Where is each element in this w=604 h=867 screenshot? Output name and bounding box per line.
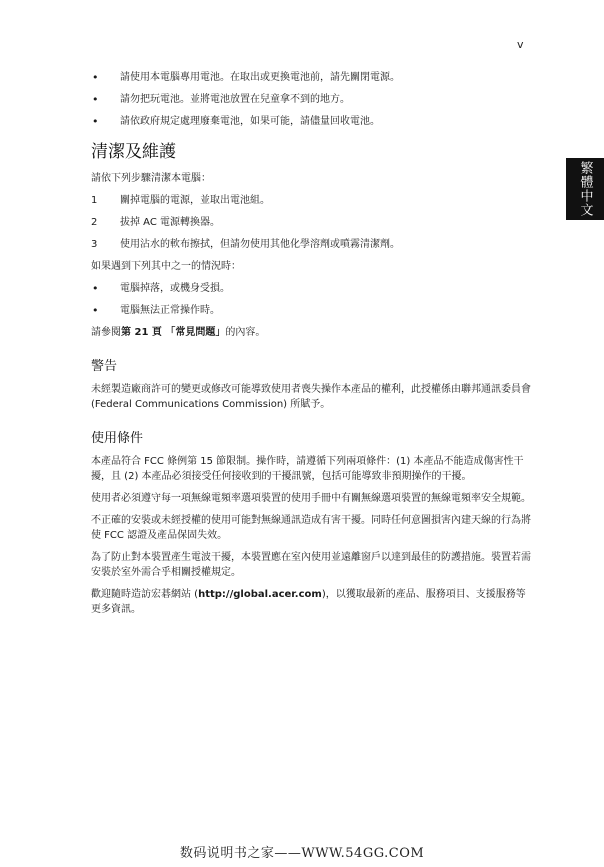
language-tab bbox=[566, 158, 604, 220]
conditions-of-use-heading: 使用條件 bbox=[91, 431, 144, 446]
conditions-list bbox=[91, 281, 531, 318]
battery-bullet-list bbox=[91, 70, 531, 129]
list-item: • 請勿把玩電池。並將電池放置在兒童拿不到的地方。 bbox=[91, 92, 531, 107]
conditions-intro: 如果遇到下列其中之一的情況時： bbox=[91, 261, 241, 272]
visit-suffix: )，以獲取最新的產品、服務項目、支援服務等更多資訊。 bbox=[91, 589, 526, 615]
step-number: 2 bbox=[91, 217, 98, 228]
list-item: • 請依政府規定處理廢棄電池，如果可能，請儘量回收電池。 bbox=[91, 114, 531, 129]
list-item: • 請使用本電腦專用電池。在取出或更換電池前，請先關閉電源。 bbox=[91, 70, 531, 85]
reference-suffix: 的內容。 bbox=[225, 327, 266, 338]
conditions-paragraph: 不正確的安裝或未經授權的使用可能對無線通訊造成有害干擾。同時任何意圖損害內建天線的行為將使 FCC 認證及產品保固失效。 bbox=[91, 515, 531, 541]
page-number: v bbox=[517, 38, 524, 51]
acer-website-link[interactable]: http://global.acer.com bbox=[198, 589, 322, 600]
warning-heading: 警告 bbox=[91, 359, 118, 374]
footer-watermark: 数码说明书之家——WWW.54GG.COM bbox=[179, 846, 425, 861]
reference-paragraph bbox=[91, 325, 531, 340]
step-number: 3 bbox=[91, 239, 98, 250]
step-text: 拔掉 AC 電源轉換器。 bbox=[120, 217, 221, 228]
step-text: 使用沾水的軟布擦拭，但請勿使用其他化學溶劑或噴霧清潔劑。 bbox=[120, 239, 400, 250]
conditions-paragraph: 為了防止對本裝置產生電波干擾，本裝置應在室內使用並遠離窗戶以達到最佳的防護措施。裝置若需安裝於室外需合乎相關授權規定。 bbox=[91, 552, 531, 578]
step-text: 關掉電腦的電源，並取出電池組。 bbox=[120, 195, 270, 206]
reference-prefix: 請參閱 bbox=[91, 327, 121, 338]
cleaning-heading: 清潔及維護 bbox=[91, 142, 176, 162]
list-item bbox=[91, 193, 531, 208]
warning-text: 未經製造廠商許可的變更或修改可能導致使用者喪失操作本產品的權利，此授權係由聯邦通訊委員會 (Federal Communications Commission) 所賦予。 bbox=[91, 384, 531, 410]
list-item bbox=[91, 215, 531, 230]
conditions-paragraph: 使用者必須遵守每一項無線電頻率選項裝置的使用手冊中有關無線選項裝置的無線電頻率安全規範。 bbox=[91, 493, 531, 504]
list-item bbox=[91, 237, 531, 252]
step-number: 1 bbox=[91, 195, 98, 206]
reference-link[interactable]: 第 21 頁 「常見問題」 bbox=[121, 327, 226, 338]
cleaning-steps bbox=[91, 193, 531, 252]
cleaning-intro: 請依下列步驟清潔本電腦： bbox=[91, 173, 211, 184]
conditions-paragraph: 本產品符合 FCC 條例第 15 節限制。操作時，請遵循下列兩項條件：(1) 本產品不能造成傷害性干擾，且 (2) 本產品必須接受任何接收到的干擾訊號，包括可能導致非預期操作的干擾。 bbox=[91, 456, 524, 482]
visit-prefix: 歡迎隨時造訪宏碁網站 ( bbox=[91, 589, 199, 600]
list-item: • 電腦掉落，或機身受損。 bbox=[91, 281, 531, 296]
visit-paragraph bbox=[91, 587, 531, 617]
list-item: • 電腦無法正常操作時。 bbox=[91, 303, 531, 318]
language-tab-label: 繁體中文 bbox=[577, 161, 593, 217]
page-content bbox=[91, 70, 531, 624]
